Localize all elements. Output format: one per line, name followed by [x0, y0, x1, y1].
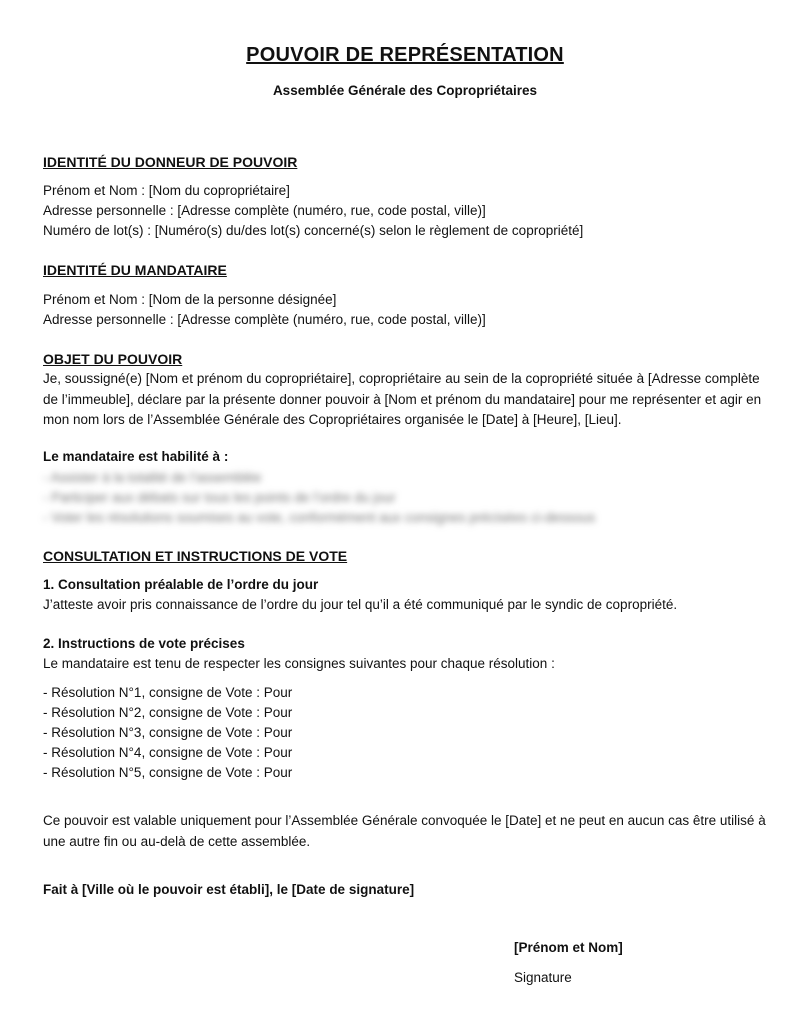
resolution-item: - Résolution N°4, consigne de Vote : Pour [43, 745, 293, 760]
habilite-item: - Participer aux débats sur tous les points de l’ordre du jour [43, 490, 396, 505]
document-title: POUVOIR DE REPRÉSENTATION [246, 44, 564, 66]
habilite-label: Le mandataire est habilité à : [43, 449, 229, 464]
consultation-sub2-text: Le mandataire est tenu de respecter les consignes suivantes pour chaque résolution : [43, 656, 555, 671]
habilite-item: - Assister à la totalité de l’assemblée [43, 470, 262, 485]
donneur-lots-line: Numéro de lot(s) : [Numéro(s) du/des lot(s) concerné(s) selon le règlement de copropriété] [43, 223, 584, 238]
consultation-sub1-title: 1. Consultation préalable de l’ordre du jour [43, 577, 319, 592]
objet-heading: OBJET DU POUVOIR [43, 351, 183, 367]
objet-paragraph: Je, soussigné(e) [Nom et prénom du copropriétaire], copropriétaire au sein de la copropriété située à [Adresse complète de l’immeuble], déclare par la présente donner pouvoir à [Nom et prénom du mandataire] pour me représenter et agir en mon nom lors de l’Assemblée Générale des Copropriétaires organisée le [Date] à [Heure], [Lieu]. [43, 371, 762, 427]
donneur-heading: IDENTITÉ DU DONNEUR DE POUVOIR [43, 154, 298, 170]
donneur-name-line: Prénom et Nom : [Nom du copropriétaire] [43, 183, 290, 198]
consultation-sub1-text: J’atteste avoir pris connaissance de l’ordre du jour tel qu’il a été communiqué par le syndic de copropriété. [43, 597, 678, 612]
resolution-item: - Résolution N°3, consigne de Vote : Pour [43, 725, 293, 740]
signatory-name: [Prénom et Nom] [514, 940, 623, 955]
document-subtitle: Assemblée Générale des Copropriétaires [272, 83, 538, 98]
validite-paragraph: Ce pouvoir est valable uniquement pour l’Assemblée Générale convoquée le [Date] et ne peut en aucun cas être utilisé à une autre fin ou au-delà de cette assemblée. [43, 813, 766, 849]
consultation-sub2-title: 2. Instructions de vote précises [43, 636, 245, 651]
mandataire-address-line: Adresse personnelle : [Adresse complète (numéro, rue, code postal, ville)] [43, 312, 486, 327]
habilite-list [43, 468, 773, 528]
mandataire-name-line: Prénom et Nom : [Nom de la personne désignée] [43, 292, 337, 307]
resolution-list [43, 683, 773, 783]
mandataire-heading: IDENTITÉ DU MANDATAIRE [43, 262, 227, 278]
resolution-item: - Résolution N°5, consigne de Vote : Pour [43, 765, 293, 780]
resolution-item: - Résolution N°1, consigne de Vote : Pour [43, 685, 293, 700]
consultation-heading: CONSULTATION ET INSTRUCTIONS DE VOTE [43, 548, 348, 564]
habilite-item: - Voter les résolutions soumises au vote, conformément aux consignes précisées ci-dessous [43, 510, 596, 525]
mandataire-details [43, 290, 773, 330]
donneur-address-line: Adresse personnelle : [Adresse complète (numéro, rue, code postal, ville)] [43, 203, 486, 218]
donneur-details [43, 181, 773, 241]
signature-label: Signature [514, 970, 572, 985]
resolution-item: - Résolution N°2, consigne de Vote : Pour [43, 705, 293, 720]
fait-a-line: Fait à [Ville où le pouvoir est établi], le [Date de signature] [43, 882, 415, 897]
